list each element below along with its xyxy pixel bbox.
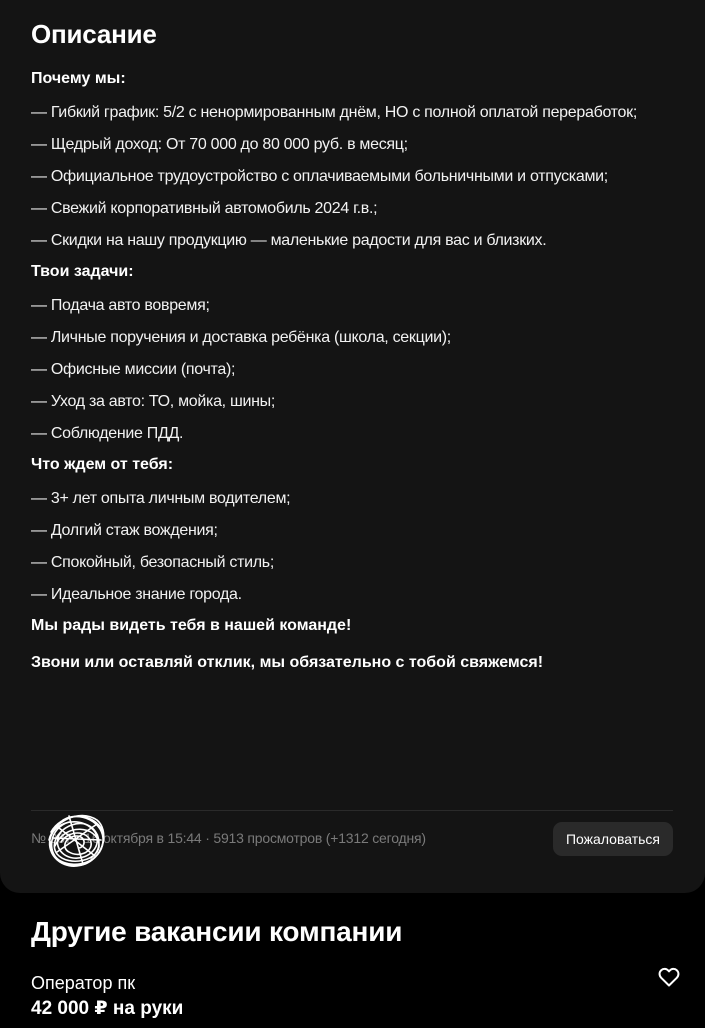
list-item: — Подача авто вовремя; [31, 297, 210, 314]
closing-text: Мы рады видеть тебя в нашей команде! [31, 617, 352, 634]
vacancy-salary: 42 000 ₽ на руки [31, 998, 184, 1019]
list-item: — Щедрый доход: От 70 000 до 80 000 руб. в месяц; [31, 136, 408, 153]
divider [31, 810, 673, 811]
section-tasks [31, 261, 681, 446]
list-item: — Офисные миссии (почта); [31, 361, 236, 378]
list-item: — Спокойный, безопасный стиль; [31, 554, 274, 571]
vacancy-meta-row [31, 822, 673, 856]
section-requirements [31, 454, 681, 607]
list-item: — Официальное трудоустройство с оплачиваемыми больничными и отпусками; [31, 168, 608, 185]
heart-icon[interactable] [657, 965, 681, 989]
list-item: — Уход за авто: ТО, мойка, шины; [31, 393, 276, 410]
section-title: Что ждем от тебя: [31, 456, 174, 473]
description-title: Описание [31, 19, 157, 49]
list-item: — Скидки на нашу продукцию — маленькие радости для вас и близких. [31, 232, 547, 249]
list-item: — Гибкий график: 5/2 с ненормированным днём, НО с полной оплатой переработок; [31, 104, 637, 121]
list-item: — Личные поручения и доставка ребёнка (школа, секции); [31, 329, 451, 346]
list-item: — Соблюдение ПДД. [31, 425, 184, 442]
vacancy-card[interactable] [31, 970, 681, 1028]
list-item: — Свежий корпоративный автомобиль 2024 г.в.; [31, 200, 378, 217]
report-button[interactable]: Пожаловаться [553, 822, 673, 856]
vacancy-meta-text: № 287 · 16 октября в 15:44 · 5913 просмотров (+1312 сегодня) [31, 830, 426, 846]
list-item: — Долгий стаж вождения; [31, 522, 218, 539]
list-item: — 3+ лет опыта личным водителем; [31, 490, 291, 507]
description-block [31, 18, 681, 689]
other-vacancies-title: Другие вакансии компании [31, 916, 403, 947]
redaction-scribble-icon [39, 802, 113, 876]
section-title: Почему мы: [31, 70, 126, 87]
list-item: — Идеальное знание города. [31, 586, 242, 603]
closing-text: Звони или оставляй отклик, мы обязательно с тобой свяжемся! [31, 654, 544, 671]
section-title: Твои задачи: [31, 263, 134, 280]
section-why-us [31, 68, 681, 253]
closing-block [31, 615, 681, 673]
vacancy-name[interactable]: Оператор пк [31, 973, 136, 993]
